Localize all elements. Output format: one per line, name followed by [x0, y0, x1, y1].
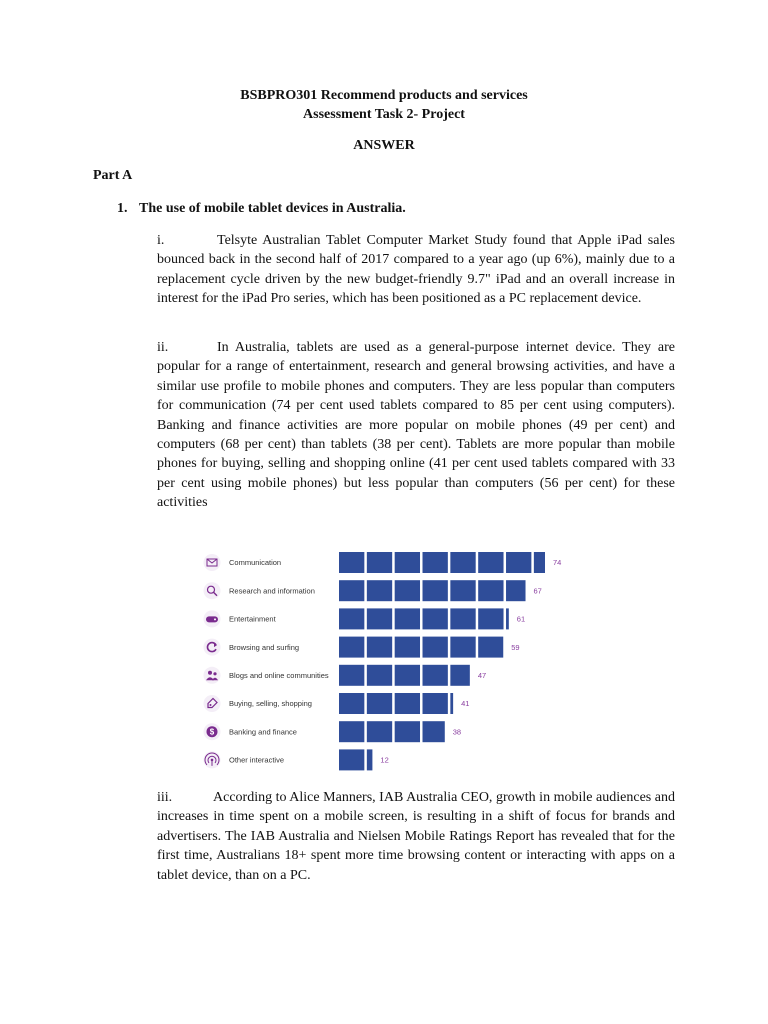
- bar-segment: [450, 552, 475, 573]
- bar-segment: [450, 665, 469, 686]
- bar-segment: [367, 637, 392, 658]
- section-title: The use of mobile tablet devices in Australia.: [139, 201, 406, 216]
- bar-segment: [367, 580, 392, 601]
- bar-segment: [478, 637, 503, 658]
- bar-segment: [423, 552, 448, 573]
- list-item-text: According to Alice Manners, IAB Australia CEO, growth in mobile audiences and increases in time spent on a mobile screen, is resulting in a shift of focus for brands and advertisers. The IAB Australia and Nielsen Mobile Ratings Report has revealed that for the first time, Australians 18+ spent more time browsing content or interacting with apps on a tablet device, than on a PC.: [157, 790, 675, 883]
- bar-segment: [478, 580, 503, 601]
- value-label: 59: [511, 642, 520, 652]
- bar: [339, 637, 503, 658]
- category-label: Research and information: [229, 586, 315, 596]
- bar: [339, 721, 445, 742]
- bar-segment: [367, 608, 392, 629]
- value-label: 61: [516, 614, 526, 624]
- tag-icon: [204, 695, 221, 712]
- bar-segment: [395, 637, 420, 658]
- bar-segment: [339, 749, 364, 770]
- envelope-icon: [204, 554, 221, 571]
- bar-segment: [423, 580, 448, 601]
- chart-row: [204, 749, 389, 770]
- bar-segment: [478, 608, 503, 629]
- bar-segment: [423, 637, 448, 658]
- bar-segment: [339, 665, 364, 686]
- bar-segment: [423, 721, 445, 742]
- bar-segment: [423, 693, 448, 714]
- value-label: 74: [553, 558, 562, 568]
- part-heading: Part A: [93, 168, 133, 183]
- value-label: 67: [533, 586, 542, 596]
- bar-segment: [367, 749, 373, 770]
- bar-segment: [395, 665, 420, 686]
- value-label: 12: [380, 755, 389, 765]
- list-marker: i.: [157, 233, 165, 248]
- refresh-icon: [204, 639, 221, 656]
- category-label: Browsing and surfing: [229, 642, 300, 652]
- signal-icon: [204, 751, 221, 768]
- list-marker: ii.: [157, 340, 169, 355]
- bar-segment: [450, 693, 453, 714]
- list-item-text: Telsyte Australian Tablet Computer Market Study found that Apple iPad sales bounced back in the second half of 2017 compared to a year ago (up 6%), mainly due to a replacement cycle driven by the new budget-friendly 9.7" iPad and an overall increase in interest for the iPad Pro series, which has been positioned as a PC replacement device.: [157, 233, 675, 307]
- list-marker: iii.: [157, 790, 173, 805]
- bar: [339, 608, 509, 629]
- bar-segment: [367, 665, 392, 686]
- list-item: [157, 338, 675, 513]
- bar-segment: [450, 637, 475, 658]
- bar-segment: [339, 721, 364, 742]
- answer-heading: ANSWER: [353, 138, 415, 153]
- bar-segment: [367, 721, 392, 742]
- bar: [339, 749, 372, 770]
- category-label: Buying, selling, shopping: [229, 699, 312, 709]
- category-label: Entertainment: [229, 614, 276, 624]
- category-label: Other interactive: [229, 755, 285, 765]
- bar-segment: [450, 608, 475, 629]
- bar-segment: [423, 608, 448, 629]
- bar-segment: [395, 721, 420, 742]
- chart-row: [204, 665, 487, 686]
- bar-segment: [339, 693, 364, 714]
- chart-row: [204, 552, 562, 573]
- chart-row: [204, 721, 462, 742]
- document-title: BSBPRO301 Recommend products and services: [240, 88, 528, 103]
- bar: [339, 552, 545, 573]
- list-item: [157, 788, 675, 885]
- bar-segment: [450, 580, 475, 601]
- bar-segment: [339, 608, 364, 629]
- bar-segment: [534, 552, 545, 573]
- bar-segment: [478, 552, 503, 573]
- chart-row: [204, 693, 470, 714]
- magnifier-icon: [204, 582, 221, 599]
- bar-segment: [506, 608, 509, 629]
- bar-segment: [339, 637, 364, 658]
- bar: [339, 665, 470, 686]
- value-label: 38: [452, 727, 462, 737]
- bar-segment: [395, 693, 420, 714]
- list-item: [157, 231, 675, 309]
- bar: [339, 580, 526, 601]
- bar-segment: [367, 552, 392, 573]
- people-icon: [204, 667, 221, 684]
- value-label: 41: [461, 699, 470, 709]
- bar-segment: [506, 552, 531, 573]
- category-label: Communication: [229, 558, 282, 568]
- bar-segment: [395, 580, 420, 601]
- bar-segment: [395, 608, 420, 629]
- bar-segment: [423, 665, 448, 686]
- section-heading: [117, 201, 406, 217]
- svg-text:$: $: [209, 727, 215, 737]
- chart-row: [204, 637, 520, 658]
- gamepad-icon: [204, 610, 221, 627]
- bar-segment: [395, 552, 420, 573]
- bar-segment: [339, 580, 364, 601]
- chart-row: [204, 608, 526, 629]
- tablet-usage-chart: [190, 545, 580, 777]
- bar: [339, 693, 453, 714]
- document-subtitle: Assessment Task 2- Project: [303, 107, 465, 122]
- list-item-text: In Australia, tablets are used as a general-purpose internet device. They are popular for a range of entertainment, research and general browsing activities, and have a similar use profile to mobile phones and computers. They are less popular than computers for communication (74 per cent used tablets compared to 85 per cent using computers). Banking and finance activities are more popular on mobile phones (49 per cent) and computers (68 per cent) than tablets (38 per cent). Tablets are more popular than mobile phones for buying, selling and shopping online (41 per cent used tablets compared with 33 per cent using mobile phones) but less popular than computers (56 per cent) for these activities: [157, 340, 675, 511]
- chart-row: [204, 580, 542, 601]
- category-label: Banking and finance: [229, 727, 297, 737]
- bar-segment: [339, 552, 364, 573]
- chart-canvas: [190, 545, 580, 777]
- category-label: Blogs and online communities: [229, 671, 329, 680]
- value-label: 47: [477, 671, 487, 680]
- bar-segment: [367, 693, 392, 714]
- section-number: 1.: [117, 201, 128, 216]
- dollar-icon: [204, 723, 221, 740]
- bar-segment: [506, 580, 525, 601]
